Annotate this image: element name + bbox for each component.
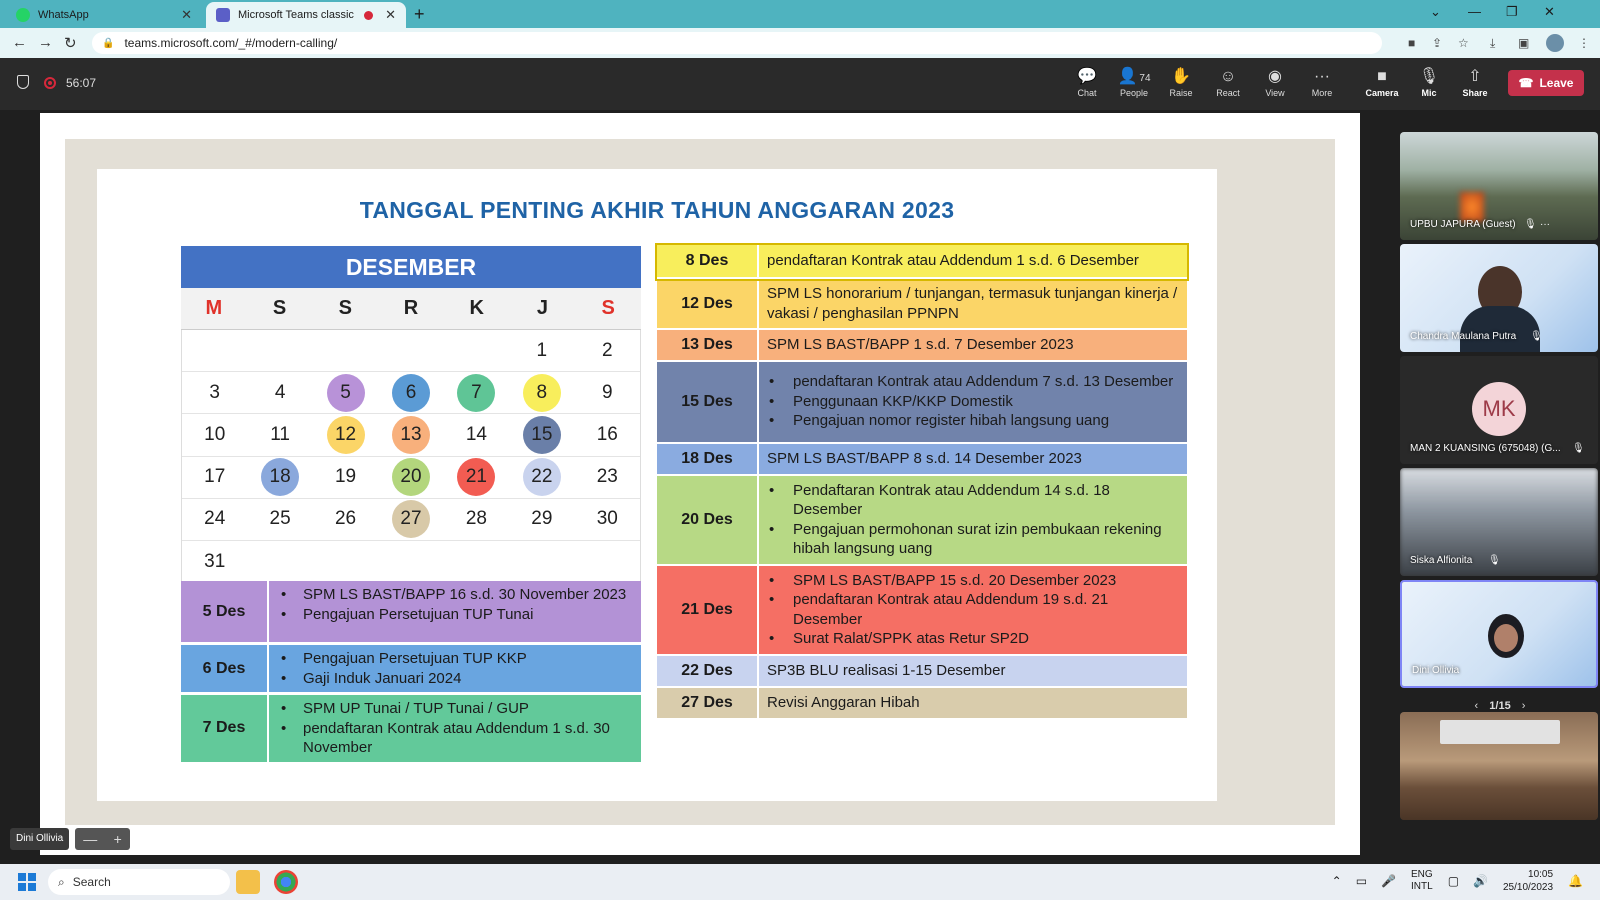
event-description — [269, 581, 641, 642]
lock-icon: 🔒 — [102, 37, 115, 49]
calendar-day-number: 17 — [204, 466, 226, 488]
tab-label: WhatsApp — [38, 9, 89, 21]
share-page-icon[interactable]: ⇪ — [1432, 36, 1443, 50]
calendar-day — [182, 330, 247, 372]
calendar-day-number: 30 — [596, 508, 618, 530]
network-icon[interactable]: ▢ — [1447, 874, 1460, 888]
share-button[interactable] — [1454, 66, 1496, 98]
calendar-day — [378, 414, 443, 456]
reload-button[interactable]: ↻ — [64, 35, 77, 52]
slide-title: TANGGAL PENTING AKHIR TAHUN ANGGARAN 2023 — [359, 197, 955, 223]
event-date: 13 Des — [657, 330, 759, 360]
calendar-day — [575, 414, 640, 456]
event-date: 20 Des — [657, 476, 759, 564]
calendar-day — [444, 372, 509, 414]
event-row — [181, 581, 641, 645]
event-item: • pendaftaran Kontrak atau Addendum 19 s.d. 21 Desember — [767, 590, 1179, 629]
participant-name: UPBU JAPURA (Guest) — [1410, 219, 1516, 230]
event-row — [657, 688, 1187, 720]
forward-button[interactable]: → — [38, 34, 53, 51]
calendar-day-number: 16 — [596, 423, 618, 445]
calendar-day — [378, 541, 443, 583]
camera-button[interactable] — [1361, 66, 1403, 98]
event-date: 8 Des — [657, 245, 759, 277]
raise-label: Raise — [1169, 88, 1193, 98]
calendar-day-number: 28 — [465, 508, 487, 530]
microphone-icon[interactable]: 🎤 — [1381, 874, 1397, 888]
page-indicator: 1/15 — [1489, 700, 1511, 712]
profile-avatar[interactable] — [1546, 34, 1564, 52]
view-button[interactable] — [1254, 66, 1296, 98]
calendar-month: DESEMBER — [181, 246, 641, 288]
fire-in-video — [1460, 192, 1484, 222]
event-row — [657, 330, 1187, 362]
event-row — [657, 566, 1187, 656]
show-hidden-icons[interactable]: ⌃ — [1331, 874, 1342, 888]
calendar-day-number: 19 — [334, 466, 357, 488]
close-tab-icon[interactable]: ✕ — [385, 7, 396, 22]
calendar-day-number: 24 — [204, 508, 226, 530]
left-events-table — [181, 581, 641, 765]
calendar-day — [182, 541, 247, 583]
browser-tab-strip — [0, 0, 1600, 28]
calendar-day — [247, 499, 312, 541]
close-window-button[interactable]: ✕ — [1544, 4, 1555, 19]
share-icon: ⇧ — [1468, 68, 1482, 85]
chat-button[interactable] — [1066, 66, 1108, 98]
calendar-day — [575, 330, 640, 372]
calendar-day — [378, 499, 443, 541]
meeting-timer: 56:07 — [66, 76, 97, 90]
shield-icon — [17, 75, 29, 89]
event-text: pendaftaran Kontrak atau Addendum 1 s.d. 6 Desember — [767, 252, 1139, 270]
recording-indicator-icon — [364, 11, 373, 20]
participant-tile-active-speaker[interactable] — [1400, 580, 1598, 688]
event-date: 27 Des — [657, 688, 759, 718]
mic-muted-icon: 🎙 — [1530, 331, 1543, 342]
event-row — [657, 476, 1187, 566]
event-row — [657, 279, 1187, 330]
zoom-in-button[interactable]: + — [113, 831, 122, 847]
browser-toolbar — [0, 28, 1600, 58]
calendar-day — [444, 330, 509, 372]
event-item: • SPM LS BAST/BAPP 16 s.d. 30 November 2023 — [279, 585, 633, 605]
weekday-label: M — [205, 297, 223, 319]
calendar-day — [509, 372, 574, 414]
event-item: • Pendaftaran Kontrak atau Addendum 14 s.d. 18 Desember — [767, 481, 1179, 520]
calendar-day — [378, 372, 443, 414]
back-button[interactable]: ← — [12, 34, 27, 51]
calendar-day — [509, 541, 574, 583]
more-label: More — [1311, 88, 1333, 98]
calendar-grid — [181, 330, 641, 584]
clock-date: 25/10/2023 — [1502, 882, 1554, 893]
weekday-label: S — [601, 297, 615, 319]
download-icon[interactable]: ⤓ — [1490, 36, 1496, 50]
person-face — [1494, 624, 1518, 652]
calendar-day-number: 31 — [204, 550, 226, 572]
restore-button[interactable]: ❐ — [1506, 4, 1518, 19]
react-label: React — [1216, 88, 1240, 98]
event-date: 7 Des — [181, 695, 269, 762]
calendar-day — [182, 414, 247, 456]
meeting-toolbar — [0, 58, 1600, 110]
calendar-day — [444, 541, 509, 583]
recording-icon — [44, 77, 56, 89]
calendar-day — [247, 414, 312, 456]
event-item: • SPM LS BAST/BAPP 15 s.d. 20 Desember 2023 — [767, 571, 1179, 591]
calendar-day — [247, 330, 312, 372]
calendar-day — [444, 457, 509, 499]
participant-name: Chandra Maulana Putra — [1410, 331, 1517, 342]
people-label: People — [1119, 88, 1149, 98]
participant-name: MAN 2 KUANSING (675048) (G... — [1410, 443, 1561, 454]
calendar-day-number: 6 — [392, 374, 430, 412]
event-item: • Gaji Induk Januari 2024 — [279, 669, 633, 689]
event-description — [759, 362, 1187, 442]
event-text: Revisi Anggaran Hibah — [767, 693, 920, 711]
calendar-day — [182, 457, 247, 499]
hangup-icon: ☎ — [1518, 76, 1534, 90]
weekday-label: S — [272, 297, 287, 319]
smiley-icon: ☺ — [1219, 68, 1237, 85]
calendar-day-number: 3 — [209, 381, 220, 403]
calendar-day — [509, 330, 574, 372]
calendar-weekday-row — [181, 288, 641, 330]
event-description — [759, 444, 1187, 474]
participant-tile[interactable] — [1400, 356, 1598, 464]
hand-icon: ✋ — [1171, 68, 1191, 85]
slide-frame — [65, 139, 1335, 825]
zoom-out-button[interactable]: — — [83, 831, 98, 847]
event-date: 12 Des — [657, 279, 759, 328]
chat-label: Chat — [1077, 88, 1097, 98]
calendar-day-number: 4 — [274, 381, 286, 403]
calendar-day-number: 5 — [327, 374, 365, 412]
participant-pager — [1460, 700, 1540, 712]
calendar-day-number: 23 — [596, 466, 618, 488]
avatar: MK — [1472, 382, 1526, 436]
people-count: 74 — [1139, 73, 1151, 84]
event-text: SPM LS BAST/BAPP 8 s.d. 14 Desember 2023 — [767, 449, 1082, 467]
mic-off-icon: 🎙 — [1418, 68, 1440, 85]
tab-search-icon[interactable]: ⌄ — [1430, 4, 1441, 19]
room-banner — [1440, 720, 1560, 744]
event-row — [657, 362, 1187, 444]
leave-button[interactable] — [1508, 70, 1584, 96]
taskbar — [0, 864, 1600, 900]
tab-whatsapp[interactable] — [6, 2, 202, 28]
calendar-day — [444, 414, 509, 456]
presentation-slide — [97, 169, 1217, 801]
event-date: 15 Des — [657, 362, 759, 442]
calendar-day — [575, 499, 640, 541]
shared-content-stage — [40, 113, 1360, 855]
calendar-day — [182, 499, 247, 541]
event-description — [759, 476, 1187, 564]
raise-hand-button[interactable] — [1160, 66, 1202, 98]
event-item: • Pengajuan permohonan surat izin pembukaan rekening hibah langsung uang — [767, 520, 1179, 559]
december-calendar — [181, 246, 641, 584]
calendar-day-number: 21 — [457, 458, 495, 496]
calendar-day-number: 26 — [334, 508, 357, 530]
event-item: • Pengajuan Persetujuan TUP KKP — [279, 649, 633, 669]
calendar-day — [575, 457, 640, 499]
bookmark-star-icon[interactable]: ☆ — [1458, 36, 1469, 50]
windows-start-icon[interactable] — [18, 873, 36, 891]
event-description — [759, 566, 1187, 654]
calendar-day-number: 1 — [536, 339, 548, 361]
address-bar[interactable] — [92, 32, 1382, 54]
event-row — [657, 656, 1187, 688]
calendar-day-number: 13 — [392, 416, 430, 454]
participant-name: Siska Alfionita — [1410, 555, 1473, 566]
right-events-table — [657, 245, 1187, 720]
person-body — [1460, 306, 1540, 352]
lang-code: ENG — [1411, 869, 1433, 880]
calendar-day-number: 10 — [204, 423, 226, 445]
calendar-day — [247, 457, 312, 499]
display-icon[interactable]: ▭ — [1355, 874, 1368, 888]
weekday-label: S — [338, 297, 352, 319]
tab-teams[interactable] — [206, 2, 406, 28]
mic-button[interactable] — [1408, 66, 1450, 98]
participant-tile[interactable] — [1400, 132, 1598, 240]
weekday-label: J — [536, 297, 548, 319]
calendar-day-number: 22 — [523, 458, 561, 496]
participant-tile[interactable] — [1400, 712, 1598, 820]
volume-icon[interactable]: 🔊 — [1473, 874, 1488, 888]
chrome-icon[interactable] — [274, 870, 298, 894]
camera-icon: ■ — [1377, 68, 1387, 85]
side-panel-icon[interactable]: ▣ — [1518, 36, 1530, 50]
teams-icon — [216, 8, 230, 22]
participant-tile[interactable] — [1400, 244, 1598, 352]
calendar-day-number: 11 — [270, 423, 290, 445]
mic-muted-icon: 🎙 — [1524, 219, 1537, 230]
calendar-day — [444, 499, 509, 541]
event-row — [657, 245, 1187, 279]
calendar-day-number: 25 — [269, 508, 291, 530]
calendar-day — [313, 457, 378, 499]
event-item: • Pengajuan nomor register hibah langsung uang — [767, 411, 1179, 431]
calendar-day-number: 18 — [261, 458, 299, 496]
weekday-label: K — [469, 297, 484, 319]
search-icon: ⌕ — [58, 874, 65, 889]
calendar-day — [313, 499, 378, 541]
calendar-day — [247, 372, 312, 414]
event-description — [759, 656, 1187, 686]
event-date: 18 Des — [657, 444, 759, 474]
calendar-day-number: 2 — [601, 339, 613, 361]
calendar-day — [509, 414, 574, 456]
mic-muted-icon: 🎙 — [1488, 555, 1501, 566]
event-text: SP3B BLU realisasi 1-15 Desember — [767, 661, 1006, 679]
next-page-icon[interactable]: › — [1521, 700, 1526, 712]
people-icon: 👤 74 — [1117, 68, 1151, 85]
calendar-day-number: 27 — [392, 500, 430, 538]
event-date: 21 Des — [657, 566, 759, 654]
camera-permission-icon[interactable]: ■ — [1408, 36, 1416, 50]
calendar-day — [575, 541, 640, 583]
file-explorer-icon[interactable] — [236, 870, 260, 894]
leave-label: Leave — [1539, 76, 1574, 90]
event-item: • Pengajuan Persetujuan TUP Tunai — [279, 605, 633, 625]
notifications-icon[interactable]: 🔔 — [1568, 874, 1583, 888]
clock[interactable] — [1503, 868, 1553, 894]
calendar-day-number: 7 — [457, 374, 495, 412]
minimize-button[interactable]: — — [1468, 4, 1481, 19]
event-date: 22 Des — [657, 656, 759, 686]
event-text: SPM LS BAST/BAPP 1 s.d. 7 Desember 2023 — [767, 336, 1074, 353]
calendar-day-number: 9 — [601, 381, 613, 403]
calendar-day-number: 14 — [465, 423, 487, 445]
event-item: • Penggunaan KKP/KKP Domestik — [767, 392, 1179, 412]
calendar-day-number: 12 — [327, 416, 365, 454]
share-label: Share — [1462, 88, 1488, 98]
view-label: View — [1265, 88, 1285, 98]
event-row — [181, 695, 641, 765]
event-description — [759, 688, 1187, 718]
calendar-day-number: 20 — [392, 458, 430, 496]
presenter-name-tag: Dini Ollivia — [10, 828, 69, 850]
people-button[interactable] — [1113, 66, 1155, 98]
event-date: 6 Des — [181, 645, 269, 692]
view-icon: ◉ — [1268, 68, 1282, 85]
event-description — [759, 330, 1187, 360]
mic-label: Mic — [1421, 88, 1437, 98]
calendar-day — [378, 330, 443, 372]
zoom-controls — [75, 828, 130, 850]
calendar-day — [313, 414, 378, 456]
event-item: • pendaftaran Kontrak atau Addendum 1 s.d. 30 November — [279, 719, 633, 758]
event-text: SPM LS honorarium / tunjangan, termasuk tunjangan kinerja / vakasi / penghasilan PPNPN — [767, 285, 1178, 322]
event-item: • SPM UP Tunai / TUP Tunai / GUP — [279, 699, 633, 719]
event-description — [269, 645, 641, 692]
participant-name: Dini Ollivia — [1412, 665, 1460, 676]
new-tab-button[interactable]: + — [414, 4, 425, 24]
calendar-day-number: 8 — [523, 374, 561, 412]
more-options-icon[interactable]: ··· — [1540, 219, 1550, 230]
event-item: • Surat Ralat/SPPK atas Retur SP2D — [767, 629, 1179, 649]
search-placeholder: Search — [72, 875, 111, 889]
language-indicator[interactable] — [1411, 869, 1433, 893]
tab-label: Microsoft Teams classic — [238, 9, 354, 21]
calendar-day — [182, 372, 247, 414]
event-item: • pendaftaran Kontrak atau Addendum 7 s.d. 13 Desember — [767, 372, 1179, 392]
calendar-day — [575, 372, 640, 414]
event-description — [269, 695, 641, 762]
url-text: teams.microsoft.com/_#/modern-calling/ — [124, 36, 338, 50]
chat-icon: 💬 — [1077, 68, 1097, 85]
event-row — [181, 645, 641, 695]
calendar-day — [509, 457, 574, 499]
react-button[interactable] — [1207, 66, 1249, 98]
event-date: 5 Des — [181, 581, 269, 642]
calendar-day — [378, 457, 443, 499]
browser-menu-icon[interactable]: ⋮ — [1578, 36, 1590, 50]
prev-page-icon[interactable]: ‹ — [1474, 700, 1479, 712]
taskbar-search[interactable] — [48, 869, 230, 895]
mic-muted-icon: 🎙 — [1572, 443, 1585, 454]
event-description — [759, 279, 1187, 328]
whatsapp-icon — [16, 8, 30, 22]
participant-tile[interactable] — [1400, 468, 1598, 576]
calendar-day-number: 29 — [531, 508, 553, 530]
weekday-label: R — [403, 297, 419, 319]
camera-label: Camera — [1365, 88, 1399, 98]
event-row — [657, 444, 1187, 476]
calendar-day — [509, 499, 574, 541]
event-description — [759, 245, 1187, 277]
calendar-day — [313, 541, 378, 583]
lang-layout: INTL — [1411, 881, 1433, 892]
calendar-day — [313, 330, 378, 372]
more-button[interactable] — [1301, 66, 1343, 98]
calendar-day — [247, 541, 312, 583]
more-dots-icon: ··· — [1314, 68, 1330, 85]
calendar-day — [313, 372, 378, 414]
calendar-day-number: 15 — [523, 416, 561, 454]
system-tray — [1325, 868, 1590, 894]
close-tab-icon[interactable]: ✕ — [181, 7, 192, 22]
clock-time: 10:05 — [1528, 869, 1554, 880]
